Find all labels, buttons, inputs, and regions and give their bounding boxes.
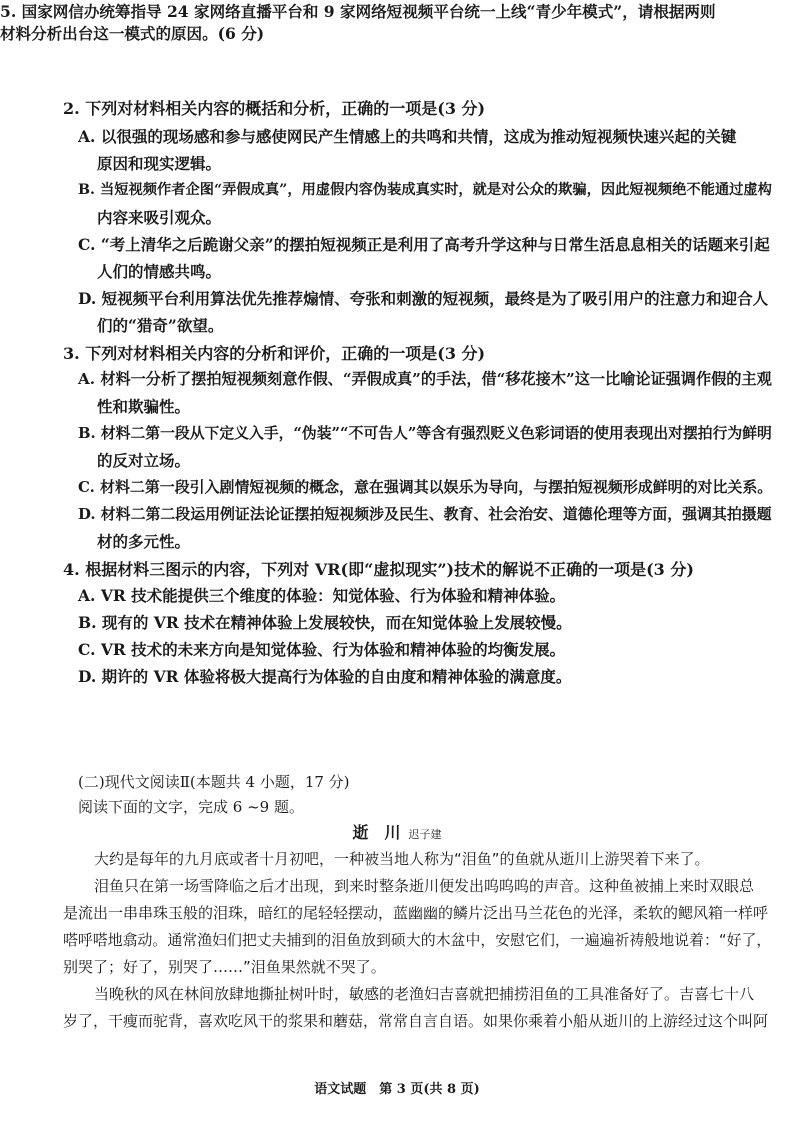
page-footer: 语文试题 第 3 页(共 8 页): [314, 1082, 480, 1097]
question-2-option-c-cont: 人们的情感共鸣。: [97, 262, 222, 281]
question-3-option-a: A. 材料一分析了摆拍短视频刻意作假、“弄假成真”的手法，借“移花接木”这一比喻论证强调作假的主观: [78, 370, 772, 388]
question-4-stem: 4. 根据材料三图示的内容，下列对 VR(即“虚拟现实”)技术的解说不正确的一项是(3 分): [63, 560, 694, 579]
question-2-option-a: A. 以很强的现场感和参与感使网民产生情感上的共鸣和共情，这成为推动短视频快速兴起的关键: [78, 127, 737, 146]
question-2-option-d: D. 短视频平台利用算法优先推荐煽情、夸张和刺激的短视频，最终是为了吸引用户的注意力和迎合人: [78, 289, 769, 308]
passage-line: 大约是每年的九月底或者十月初吧，一种被当地人称为“泪鱼”的鱼就从逝川上游哭着下来了。: [94, 850, 710, 868]
question-2-option-d-cont: 们的“猎奇”欲望。: [97, 316, 224, 335]
question-3-option-b-cont: 的反对立场。: [97, 451, 191, 470]
passage-title-text: 逝 川: [352, 823, 401, 842]
passage-line: 嗒呼嗒地翕动。通常渔妇们把丈夫捕到的泪鱼放到硕大的木盆中，安慰它们，一遍遍祈祷般地说着：“好了，: [63, 931, 772, 949]
question-3-stem: 3. 下列对材料相关内容的分析和评价，正确的一项是(3 分): [63, 344, 486, 363]
passage-author: 迟子建: [408, 828, 442, 841]
question-2-option-b: B. 当短视频作者企图“弄假成真”，用虚假内容伪装成真实时，就是对公众的欺骗，因此短视频绝不能通过虚构: [78, 182, 772, 198]
question-2-option-a-cont: 原因和现实逻辑。: [97, 154, 222, 173]
passage-line: 岁了，干瘦而驼背，喜欢吃风干的浆果和蘑菇，常常自言自语。如果你乘着小船从逝川的上游经过这个叫阿: [63, 1012, 769, 1030]
question-5-stem: 5. 国家网信办统筹指导 24 家网络直播平台和 9 家网络短视频平台统一上线“青少年模式”，请根据两则: [0, 2, 716, 21]
question-2-option-b-cont: 内容来吸引观众。: [97, 208, 222, 227]
section-header: (二)现代文阅读Ⅱ(本题共 4 小题，17 分): [78, 773, 350, 791]
question-3-option-c: C. 材料二第一段引入剧情短视频的概念，意在强调其以娱乐为导向，与摆拍短视频形成鲜明的对比关系。: [78, 478, 773, 496]
question-4-option-c: C. VR 技术的未来方向是知觉体验、行为体验和精神体验的均衡发展。: [78, 640, 566, 659]
question-3-option-b: B. 材料二第一段从下定义入手，“伪装”“不可告人”等含有强烈贬义色彩词语的使用表现出对摆拍行为鲜明: [78, 425, 772, 442]
passage-line: 别哭了；好了，别哭了……”泪鱼果然就不哭了。: [63, 958, 386, 976]
question-3-option-d: D. 材料二第二段运用例证法论证摆拍短视频涉及民生、教育、社会治安、道德伦理等方面，强调其拍摄题: [78, 505, 772, 523]
question-4-option-a: A. VR 技术能提供三个维度的体验：知觉体验、行为体验和精神体验。: [78, 586, 566, 605]
question-5-stem-cont: 材料分析出台这一模式的原因。(6 分): [0, 24, 265, 43]
question-3-option-d-cont: 材的多元性。: [97, 532, 191, 551]
question-3-option-a-cont: 性和欺骗性。: [97, 397, 191, 416]
question-2-stem: 2. 下列对材料相关内容的概括和分析，正确的一项是(3 分): [63, 99, 486, 118]
question-2-option-c: C. “考上清华之后跪谢父亲”的摆拍短视频正是利用了高考升学这种与日常生活息息相关的话题来引起: [78, 235, 770, 254]
passage-line: 是流出一串串珠玉般的泪珠，暗红的尾轻轻摆动，蓝幽幽的鳞片泛出马兰花色的光泽，柔软的鳃风箱一样呼: [63, 904, 769, 922]
passage-line: 泪鱼只在第一场雪降临之后才出现，到来时整条逝川便发出呜呜呜的声音。这种鱼被捕上来时双眼总: [94, 877, 755, 895]
question-4-option-d: D. 期许的 VR 体验将极大提高行为体验的自由度和精神体验的满意度。: [78, 667, 572, 686]
section-instruction: 阅读下面的文字，完成 6 ~9 题。: [78, 798, 304, 816]
question-4-option-b: B. 现有的 VR 技术在精神体验上发展较快，而在知觉体验上发展较慢。: [78, 613, 572, 632]
passage-title: [0, 820, 794, 843]
passage-line: 当晚秋的风在林间放肆地撕扯树叶时，敏感的老渔妇吉喜就把捕捞泪鱼的工具准备好了。吉喜七十八: [94, 985, 755, 1003]
